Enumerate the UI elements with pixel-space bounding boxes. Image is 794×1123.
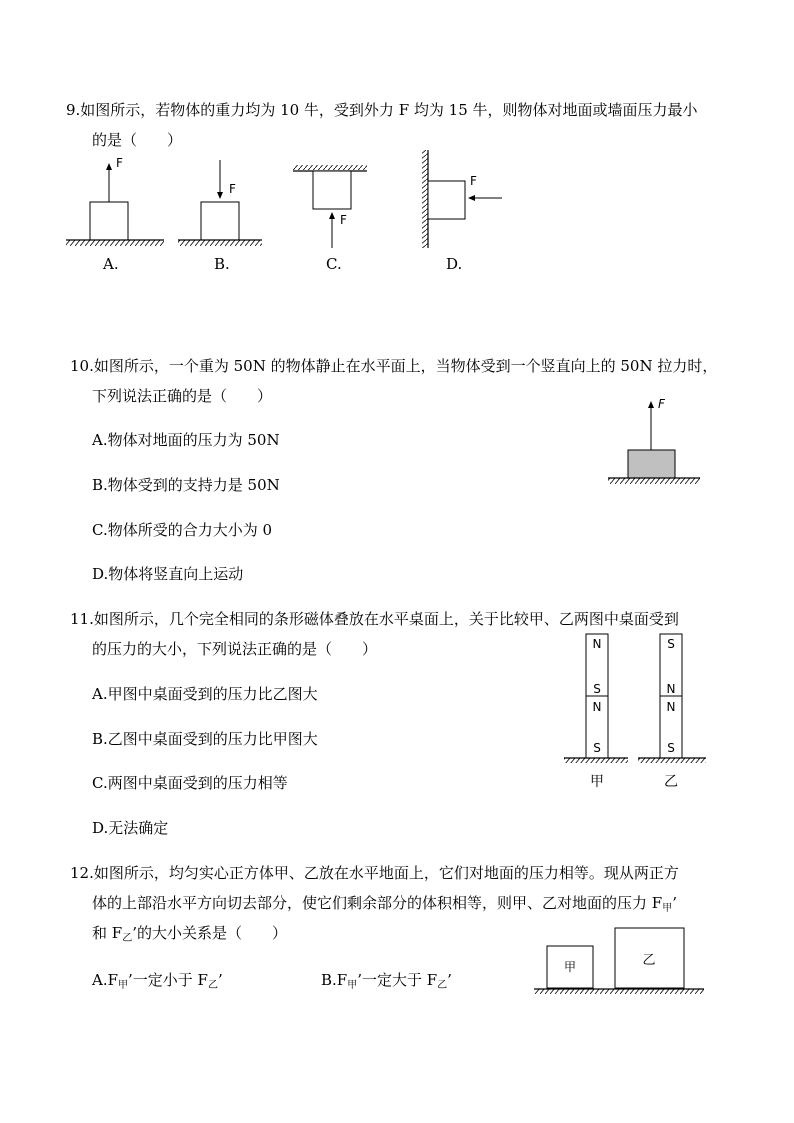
q11-yi-upper-bottom-pole: N [666,682,676,696]
q9-a-force-label: F [116,156,123,170]
q11-jia-upper-top-pole: N [592,637,602,651]
q10-option-d[interactable]: D.物体将竖直向上运动 [92,565,244,583]
q9-stem-line1: 9.如图所示，若物体的重力均为 10 牛，受到外力 F 均为 15 牛，则物体对地面或墙面压力最小 [66,101,698,119]
q11-stem-line2: 的压力的大小，下列说法正确的是（ ） [92,640,378,658]
q11-option-a[interactable]: A.甲图中桌面受到的压力比乙图大 [92,685,318,703]
q9-diagram-b [178,160,262,246]
q11-option-b[interactable]: B.乙图中桌面受到的压力比甲图大 [92,730,318,748]
q12-option-a[interactable]: $A.F_甲$’一定小于 $F_乙$’ [92,971,223,991]
q10-option-a[interactable]: A.物体对地面的压力为 50N [92,431,280,449]
q11-stack-yi [638,634,706,763]
q9-option-d[interactable]: D. [446,255,463,273]
q11-stem-line1: 11.如图所示，几个完全相同的条形磁体叠放在水平桌面上，关于比较甲、乙两图中桌面受到 [70,610,679,628]
q10-block [628,450,675,478]
q10-option-c[interactable]: C.物体所受的合力大小为 0 [92,521,273,539]
q11-yi-lower-bottom-pole: S [667,741,675,755]
q11-yi-upper-top-pole: S [667,637,675,651]
q10-figure [600,394,710,494]
q11-label-yi: 乙 [664,774,678,790]
q11-yi-lower-top-pole: N [666,700,676,714]
q10-stem-line2: 下列说法正确的是（ ） [92,387,273,405]
q9-diagram-d [422,150,502,248]
q9-b-force-label: F [229,182,236,196]
q11-stack-jia [564,634,628,763]
q10-option-b[interactable]: B.物体受到的支持力是 50N [92,476,280,494]
q12-cube-jia-label: 甲 [563,960,577,974]
q9-option-a[interactable]: A. [103,255,119,273]
q9-option-b[interactable]: B. [214,255,230,273]
q12-figure [530,922,710,998]
q9-c-force-label: F [340,213,347,227]
q10-stem-line1: 10.如图所示，一个重为 50N 的物体静止在水平面上，当物体受到一个竖直向上的 50N 拉力时， [70,357,718,375]
q11-label-jia: 甲 [590,774,604,790]
q11-option-d[interactable]: D.无法确定 [92,819,169,837]
q9-diagram-a [66,156,164,246]
q10-force-label: F [658,397,665,411]
q11-jia-lower-top-pole: N [592,700,602,714]
q12-cube-yi-label: 乙 [642,953,656,968]
q9-option-c[interactable]: C. [326,255,342,273]
q12-option-b[interactable]: $B.F_甲$’一定大于 $F_乙$’ [321,971,452,991]
q9-diagram-c [293,165,367,248]
q12-stem-line2: 体的上部沿水平方向切去部分，使它们剩余部分的体积相等，则甲、乙对地面的压力 $F_甲$’ [92,894,677,914]
q11-figure [560,632,720,794]
q12-stem-line3: 和 $F_乙$’的大小关系是（ ） [92,924,287,944]
q9-stem-line2: 的是（ ） [92,131,183,149]
q9-d-force-label: F [470,174,477,188]
q11-jia-upper-bottom-pole: S [593,682,601,696]
q11-jia-lower-bottom-pole: S [593,741,601,755]
q12-stem-line1: 12.如图所示，均匀实心正方体甲、乙放在水平地面上，它们对地面的压力相等。现从两正方 [70,864,679,882]
q11-option-c[interactable]: C.两图中桌面受到的压力相等 [92,774,288,792]
